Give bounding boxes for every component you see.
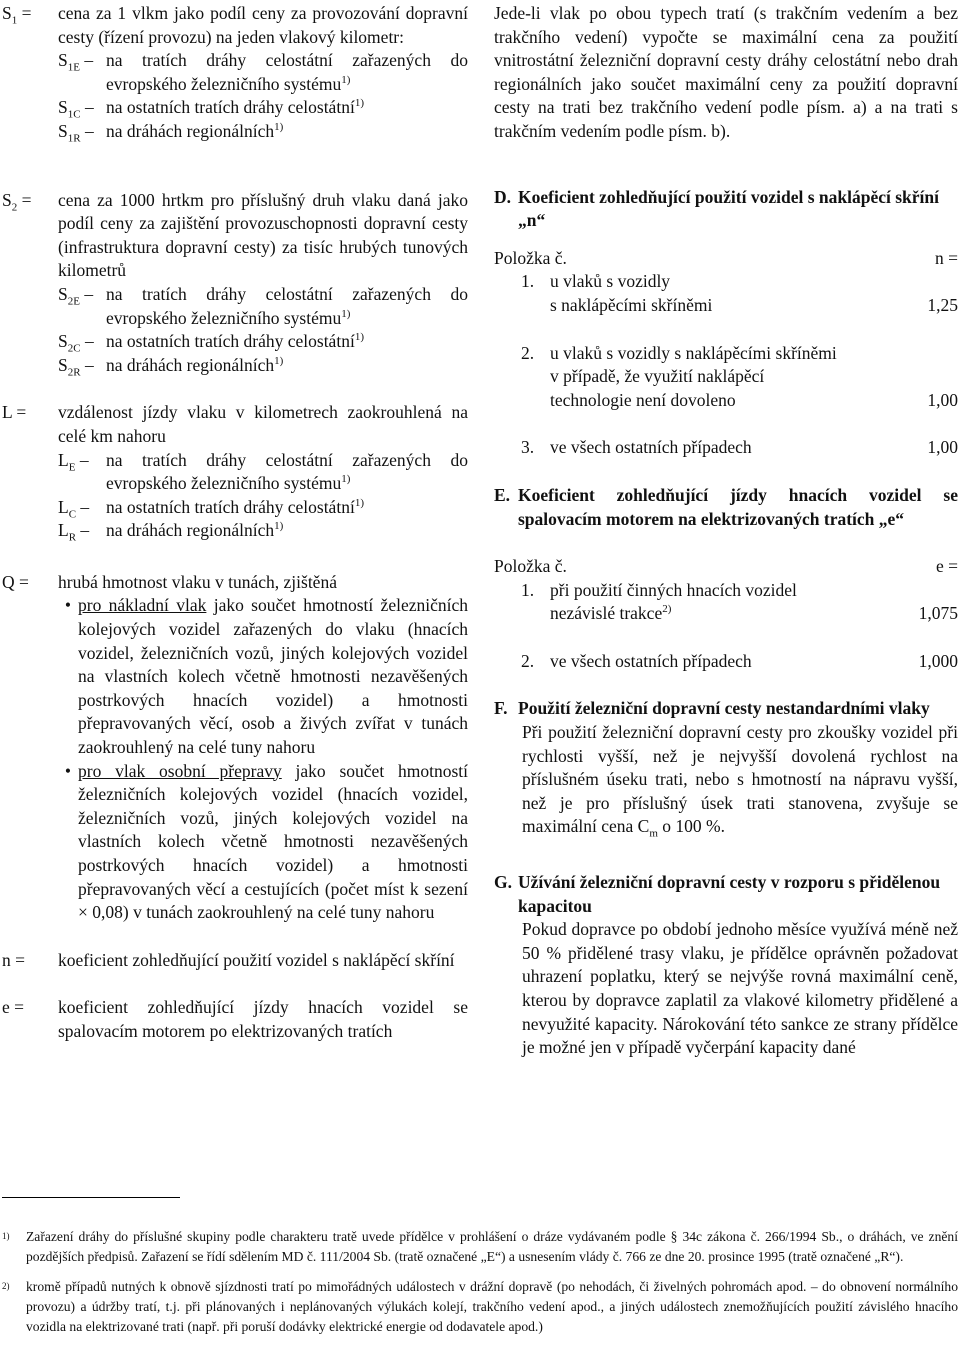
sub-item: $L_R$ – na dráhách regionálních$^{1)}$ [58,520,284,544]
symbol-s2: $S_2$ = [2,189,32,214]
list-item: 2. u vlaků s vozidly s naklápěcími skříněmi v případě, že využití naklápěcí technologie není dovoleno 1,00 [521,342,958,410]
sub-item: $S_{2E}$ – na tratích dráhy celostátní zařazených do evropského železničního systému$^{1)}$ [58,283,468,328]
bullet-item: • pro vlak osobní přepravy jako součet hmotností železničních kolejových vozidel (hnacích vozidel, železničních vozů, jiných kolejových vozidel na vlastních kolech včetně hmotnosti nezavěšených postrkových hnacích vozidel) a hmotnosti přepravovaných věcí a cestujících (počet míst k sezení × 0,08) v tunách zaokrouhlený na celé tuny nahoru [58,760,468,925]
definition-n [2,949,468,973]
sub-item: $S_{1R}$ – na dráhách regionálních$^{1)}$ [58,120,284,145]
sub-item: $S_{1E}$ – na tratích dráhy celostátní zařazených do evropského železničního systému$^{1)}$ [58,50,468,94]
sub-item: $S_{2R}$ – na dráhách regionálních$^{1)}$ [58,354,284,379]
list-item: 3. ve všech ostatních případech 1,00 [521,437,958,458]
definition-text: cena za 1000 hrtkm pro příslušný druh vlaku daná jako podíl ceny za zajištění provozuschopnosti dopravní cesty (infrastruktura dopravní cesty) za tisíc hrubých tunových kilometrů [58,189,468,281]
symbol-q: Q = [2,571,29,592]
section-d-heading: D. Koeficient zohledňující použití vozidel s naklápěcí skříní „n“ [494,186,939,231]
definition-text: vzdálenost jízdy vlaku v kilometrech zaokrouhlená na celé km nahoru [58,402,468,446]
definition-l [2,401,468,543]
symbol-s1: $S_1$ = [2,3,32,27]
sub-item: $L_C$ – na ostatních tratích dráhy celostátní$^{1)}$ [58,496,364,521]
section-e-heading: E. Koeficient zohledňující jízdy hnacích vozidel se spalovacím motorem na elektrizovaných tratích „e“ [494,484,958,529]
section-g-text: Pokud dopravce po období jednoho měsíce využívá méně než 50 % přidělené trasy vlaku, je přídělce oprávněn požadovat uhrazení poplatku, který se nejvýše rovná maximální ceně, kterou by dopravce zaplatil za vlakové kilometry přidělené a nevyužité kapacity. Nárokování této sankce ze strany přídělce je možné jen v případě vyčerpání kapacity dané [522,919,958,1058]
definition-text: koeficient zohledňující použití vozidel s naklápěcí skříní [58,949,455,970]
symbol-n: n = [2,949,25,970]
intro-paragraph: Jede-li vlak po obou typech tratí (s trakčním vedením a bez trakčního vedení) vypočte se maximální cena za použití vnitrostátní železniční dopravní cesty dráhy celostátní nebo drah regionálních jako součet maximální ceny za použití dopravní cesty na trati bez trakčního vedení podle písm. a) a na trati s trakčním vedením podle písm. b). [494,3,958,141]
footnote: 1) Zařazení dráhy do příslušné skupiny podle charakteru tratě uvede přídělce v prohlášení o dráze vydávaném podle § 34c zákona č. 266/1994 Sb., o dráhách, ve znění pozdějších předpisů. Zařazení se řídí sdělením MD č. 111/2004 Sb. (tratě označené „E“) a usnesením vlády č. 766 ze dne 20. prosince 1995 (tratě označené „R“). [2,1229,958,1264]
sub-item: $L_E$ – na tratích dráhy celostátní zařazených do evropského železničního systému$^{1)}$ [58,449,468,494]
sub-item: $S_{2C}$ – na ostatních tratích dráhy celostátní$^{1)}$ [58,331,364,355]
bullet-item: • pro nákladní vlak jako součet hmotností železničních kolejových vozidel zařazených do vlaku (hnacích vozidel, železničních vozů, jiných kolejových vozidel na vlastních kolech včetně hmotnosti nezavěšených postrkových hnacích vozidel) a hmotnosti přepravovaných věcí, osob a živých zvířat v tunách zaokrouhlený na celé tuny nahoru [58,594,468,759]
right-column [494,2,958,1060]
definition-s2 [2,189,468,378]
bullet-icon: • [64,760,72,781]
footnote: 2) kromě případů nutných k obnově sjízdnosti tratí po mimořádných událostech v drážní dopravě (po nehodách, či živelných pohromách apod. – do obnovení normálního provozu) a údržby tratí, t.j. při plánovaných i neplánovaných výlukách kolejí, trakčního vedení apod., a jiných událostech znemožňujících použití závislého hnacího vozidla na elektrizované trati (např. při poruší dodávky elektrické energie od dodavatele apod.) [2,1279,958,1334]
definition-text: cena za 1 vlkm jako podíl ceny za provozování dopravní cesty (řízení provozu) na jeden vlakový kilometr: [58,3,468,47]
definition-text: hrubá hmotnost vlaku v tunách, zjištěná [58,571,337,592]
section-f-text: Při použití železniční dopravní cesty pro zkoušky vozidel při rychlosti vyšší, než je nejvyšší dovolená rychlost na příslušném úseku trati, nebo s hmotností na nápravu vyšší, než je pro příslušný úsek trati stanovena, zvyšuje se maximální cena $C_m$ o 100 %. [522,722,958,840]
left-column [2,2,468,1044]
symbol-l: L = [2,402,27,423]
definition-text: koeficient zohledňující jízdy hnacích vozidel se spalovacím motorem po elektrizovaných tratích [58,997,468,1041]
sub-item: $S_{1C}$ – na ostatních tratích dráhy celostátní$^{1)}$ [58,97,364,121]
symbol-e: e = [2,997,25,1018]
bullet-icon: • [64,595,72,616]
footnote-divider [2,1197,180,1198]
definition-s1 [2,2,468,144]
table-header: Položka č. e = [494,556,958,577]
definition-e [2,996,468,1043]
footnotes [2,1227,958,1347]
table-header: Položka č. n = [494,247,958,268]
list-item: 1. u vlaků s vozidly s naklápěcími skříněmi 1,25 [521,271,958,315]
list-item: 2. ve všech ostatních případech 1,000 [521,650,958,671]
list-item: 1. při použití činných hnacích vozidel nezávislé trakce$^{2)}$ 1,075 [521,579,958,624]
definition-q [2,571,468,925]
section-g-heading: G. Užívání železniční dopravní cesty v rozporu s přidělenou kapacitou [494,872,941,916]
section-f-heading: F. Použití železniční dopravní cesty nestandardními vlaky [494,698,930,719]
